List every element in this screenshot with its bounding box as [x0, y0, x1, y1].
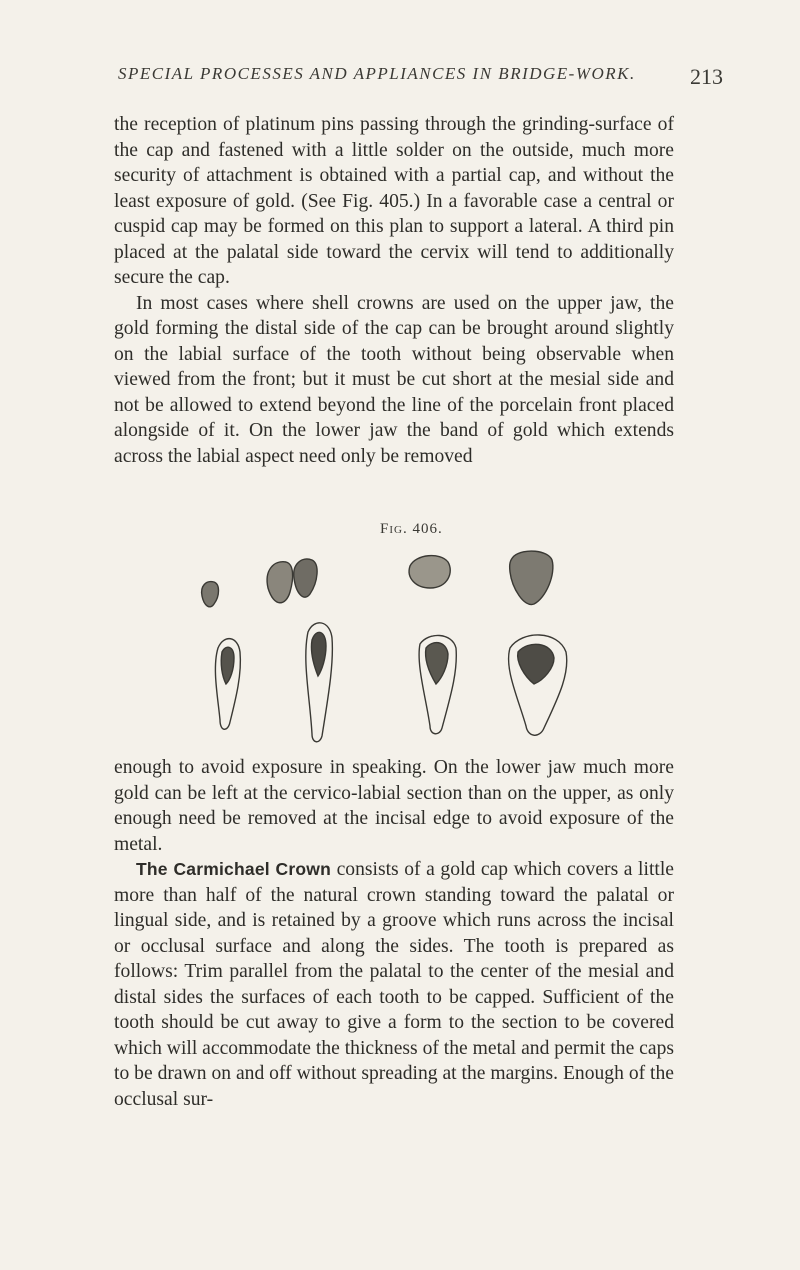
paragraph-2: In most cases where shell crowns are used on the upper jaw, the gold forming the distal side of the cap can be brought around slightly on the labial surface of the tooth without being observable when viewed from the front; but it must be cut short at the mesial side and not be allowed to extend beyond the line of the porcelain front placed alongside of it. On the lower jaw the band of gold which extends across the labial aspect need only be removed: [114, 292, 674, 467]
running-head: SPECIAL PROCESSES AND APPLIANCES IN BRIDGE-WORK.: [118, 64, 636, 83]
paragraph-1: the reception of platinum pins passing through the grinding-surface of the cap and fastened with a little solder on the outside, much more security of attachment is obtained with a partial cap, and without the least exposure of gold. (See Fig. 405.) In a favorable case a central or cuspid cap may be formed on this plan to support a lateral. A third pin placed at the palatal side toward the cervix will tend to additionally secure the cap.: [114, 114, 674, 288]
paragraph-3-body: consists of a gold cap which covers a little more than half of the natural crown standing toward the palatal or lingual side, and is retained by a groove which runs across the incisal or occlusal surface and along the sides. The tooth is prepared as follows: Trim parallel from the palatal to the center of the mesial and distal sides the surfaces of each tooth to be capped. Sufficient of the tooth should be cut away to give a form to the section to be covered which will accommodate the thickness of the metal and permit the caps to be drawn on and off without spreading at the margins. Enough of the occlusal sur-: [114, 859, 674, 1110]
cap-1: [202, 582, 219, 607]
teeth-illustration: [190, 548, 630, 748]
paragraph-3: [114, 857, 674, 1112]
cap-4: [510, 551, 553, 604]
cap-2: [267, 559, 317, 603]
page-number: 213: [690, 64, 723, 89]
tooth-1: [215, 639, 240, 730]
paragraph-2-continued: enough to avoid exposure in speaking. On the lower jaw much more gold can be left at the cervico-labial section than on the upper, as only enough need be removed at the incisal edge to avoid exposure of the metal.: [114, 757, 674, 855]
figure-caption: Fig. 406.: [380, 521, 443, 537]
tooth-2: [306, 623, 333, 742]
tooth-3: [419, 635, 456, 733]
text-block-bottom: [114, 755, 674, 1112]
section-lead-carmichael-crown: The Carmichael Crown: [136, 859, 331, 879]
text-block-top: [114, 112, 674, 469]
tooth-4: [509, 635, 567, 735]
figure-406-illustration: [190, 548, 630, 748]
cap-3: [409, 556, 450, 588]
